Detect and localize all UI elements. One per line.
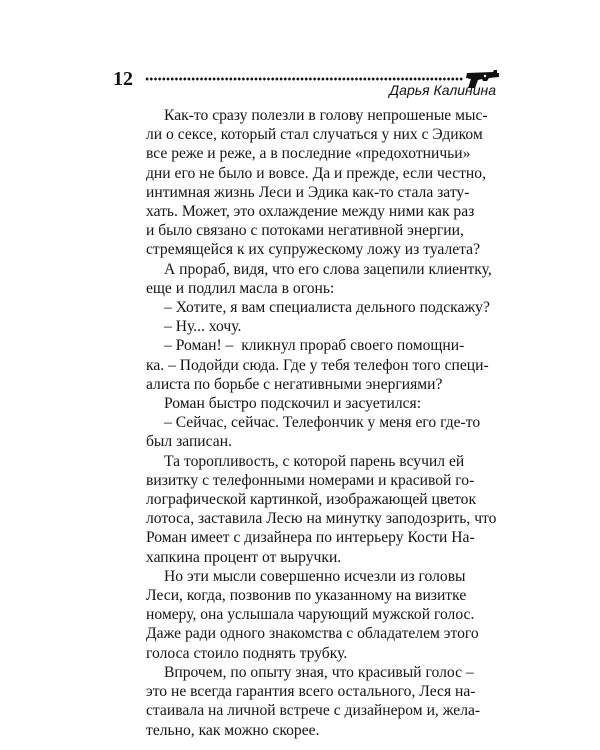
text-line: А прораб, видя, что его слова зацепили клиентку,	[164, 260, 492, 278]
text-line: стаивала на личной встрече с дизайнером и, жела-	[146, 702, 481, 720]
text-line: лотоса, заставила Лесю на минутку заподозрить, что	[146, 510, 497, 528]
text-line: Та торопливость, с которой парень всучил ей	[164, 452, 465, 470]
text-line: – Ну... хочу.	[164, 318, 242, 336]
author-name: Дарья Калинина	[389, 82, 496, 98]
text-line: это не всегда гарантия всего остального, Леся на-	[146, 683, 476, 701]
text-line: Но эти мысли совершенно исчезли из головы	[164, 567, 466, 585]
text-line: Роман имеет с дизайнера по интерьеру Кости На-	[146, 529, 475, 547]
text-line: еще и подлил масла в огонь:	[146, 279, 335, 297]
text-line: тельно, как можно скорее.	[146, 721, 320, 739]
text-line: хапкина процент от выручки.	[146, 548, 342, 566]
text-line: был записан.	[146, 433, 232, 451]
text-line: Как-то сразу полезли в голову непрошеные мыс-	[164, 107, 488, 124]
page-number: 12	[113, 68, 133, 90]
text-line: визитку с телефонными номерами и красивой го-	[146, 471, 475, 489]
text-line: все реже и реже, а в последние «предохотничьи»	[146, 145, 471, 163]
text-line: интимная жизнь Леси и Эдика как-то стала зату-	[146, 183, 470, 201]
text-line: – Сейчас, сейчас. Телефончик у меня его где-то	[164, 414, 481, 432]
text-line: хать. Может, это охлаждение между ними как раз	[146, 203, 475, 221]
text-line: лографической картинкой, изображающей цветок	[146, 491, 477, 509]
text-line: ли о сексе, который стал случаться у них с Эдиком	[146, 126, 483, 144]
text-line: стремящейся к их супружескому ложу из туалета?	[146, 241, 481, 259]
text-line: и было связано с потоками негативной энергии,	[146, 222, 464, 240]
text-line: ка. – Подойди сюда. Где у тебя телефон того специ-	[146, 356, 489, 374]
text-line: Роман быстро подскочил и засуетился:	[164, 395, 422, 413]
text-line: дни его не было и вовсе. Да и прежде, если честно,	[146, 164, 486, 182]
text-line: – Роман! – кликнул прораб своего помощни-	[164, 337, 465, 355]
running-header	[113, 68, 498, 98]
text-line: голоса стоило поднять трубку.	[146, 644, 348, 662]
body-text	[146, 106, 496, 740]
text-line: – Хотите, я вам специалиста дельного подскажу?	[164, 299, 490, 317]
text-line: Впрочем, по опыту зная, что красивый голос –	[164, 663, 474, 681]
text-line: алиста по борьбе с негативными энергиями?	[146, 375, 443, 393]
dotted-rule	[145, 77, 463, 81]
text-line: номеру, она услышала чарующий мужской голос.	[146, 606, 475, 624]
text-line: Даже ради одного знакомства с обладателем этого	[146, 625, 479, 643]
revolver-icon	[463, 68, 501, 90]
text-line: Леси, когда, позвонив по указанному на визитке	[146, 587, 467, 605]
